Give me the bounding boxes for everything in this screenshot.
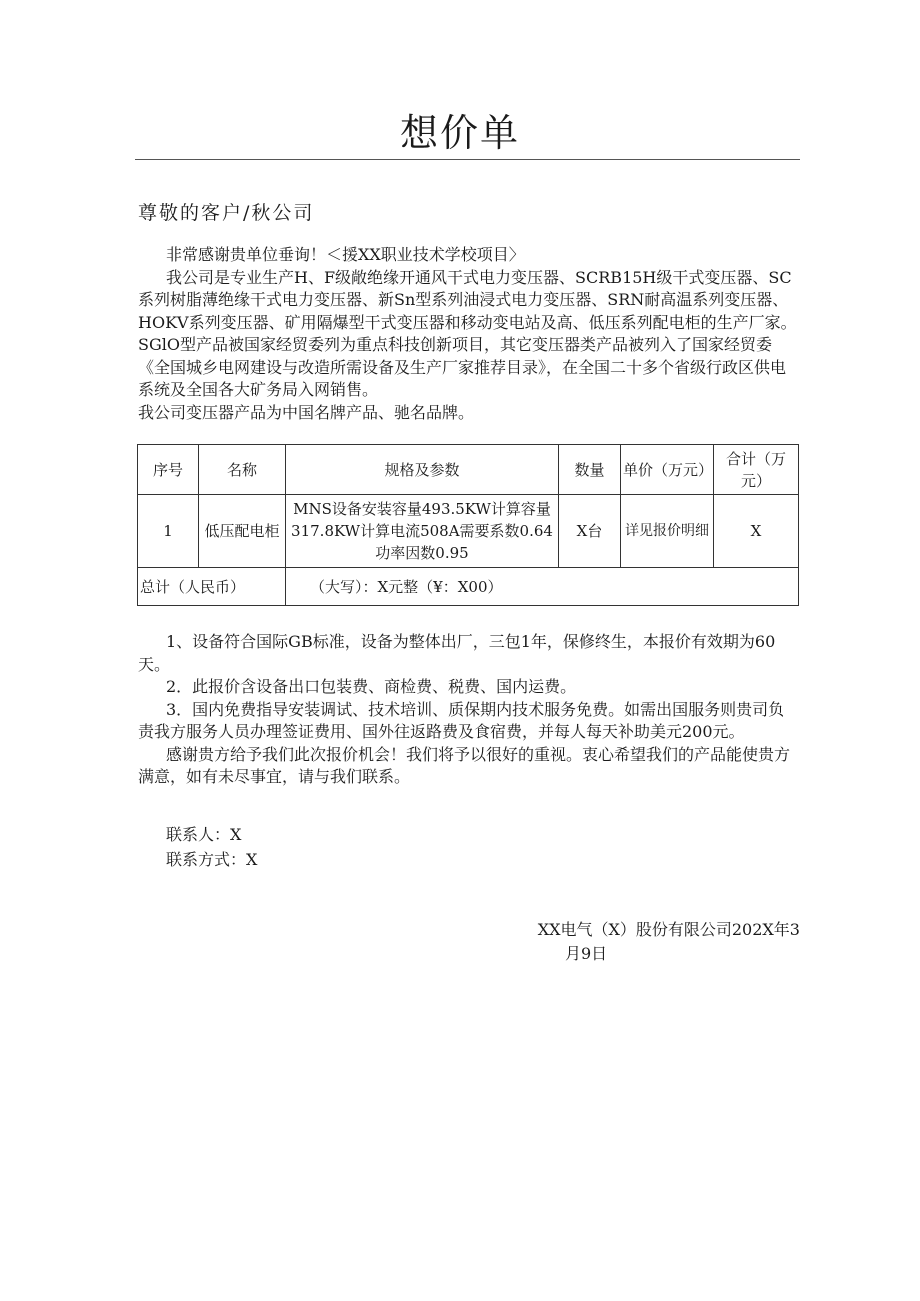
salutation: 尊敬的客户/秋公司 [138, 202, 315, 224]
table-total-row [138, 568, 799, 606]
table-row [138, 495, 799, 568]
term-service: 3．国内免费指导安装调试、技术培训、质保期内技术服务免费。如需出国服务则贵司负责我方服务人员办理签证费用、国外往返路费及食宿费，并每人每天补助美元200元。 [138, 699, 785, 741]
contact-block [166, 822, 257, 872]
total-label: 总计（人民币） [138, 568, 286, 606]
quotation-table [137, 444, 799, 606]
table-header-row [138, 445, 799, 495]
total-value: （大写）：X元整（¥：X00） [286, 568, 799, 606]
signature-company: XX电气（X）股份有限公司202X年3 [537, 920, 800, 939]
header-total: 合计（万元） [714, 445, 799, 495]
signature-date: 月9日 [565, 944, 608, 963]
contact-method: 联系方式：X [166, 850, 258, 869]
cell-index: 1 [138, 495, 199, 568]
contact-person: 联系人：X [166, 825, 242, 844]
cell-spec: MNS设备安装容量493.5KW计算容量317.8KW计算电流508A需要系数0.64功率因数0.95 [286, 495, 559, 568]
header-unit-price: 单价（万元） [621, 445, 714, 495]
title-divider [135, 159, 800, 160]
header-spec: 规格及参数 [286, 445, 559, 495]
cell-qty: X台 [559, 495, 621, 568]
terms-section [138, 631, 800, 789]
header-index: 序号 [138, 445, 199, 495]
term-fees-included: 2．此报价含设备出口包装费、商检费、税费、国内运费。 [166, 677, 577, 696]
closing-thanks: 感谢贵方给予我们此次报价机会！我们将予以很好的重视。衷心希望我们的产品能使贵方满意，如有未尽事宜，请与我们联系。 [138, 744, 791, 786]
header-qty: 数量 [559, 445, 621, 495]
header-name: 名称 [199, 445, 286, 495]
cell-unit-price: 详见报价明细 [621, 495, 714, 568]
cell-name: 低压配电柜 [199, 495, 286, 568]
intro-paragraph-brand: 我公司变压器产品为中国名牌产品、驰名品牌。 [138, 402, 475, 422]
document-title: 想价单 [399, 111, 520, 155]
intro-text [138, 244, 800, 424]
intro-paragraph-thanks: 非常感谢贵单位垂询！＜援XX职业技术学校项目〉 [166, 245, 525, 264]
term-warranty: 1、设备符合国际GB标准，设备为整体出厂，三包1年，保修终生，本报价有效期为60天。 [138, 632, 776, 674]
intro-paragraph-company: 我公司是专业生产H、F级敞绝缘开通风干式电力变压器、SCRB15H级干式变压器、SC系列树脂薄绝缘干式电力变压器、新Sn型系列油浸式电力变压器、SRN耐高温系列变压器、HOKV系列变压器、矿用隔爆型干式变压器和移动变电站及高、低压系列配电柜的生产厂家。SGlO型产品被国家经贸委列为重点科技创新项目，其它变压器类产品被列入了国家经贸委《全国城乡电网建设与改造所需设备及生产厂家推荐目录》，在全国二十多个省级行政区供电系统及全国各大矿务局入网销售。 [138, 267, 797, 399]
cell-total: X [714, 495, 799, 568]
